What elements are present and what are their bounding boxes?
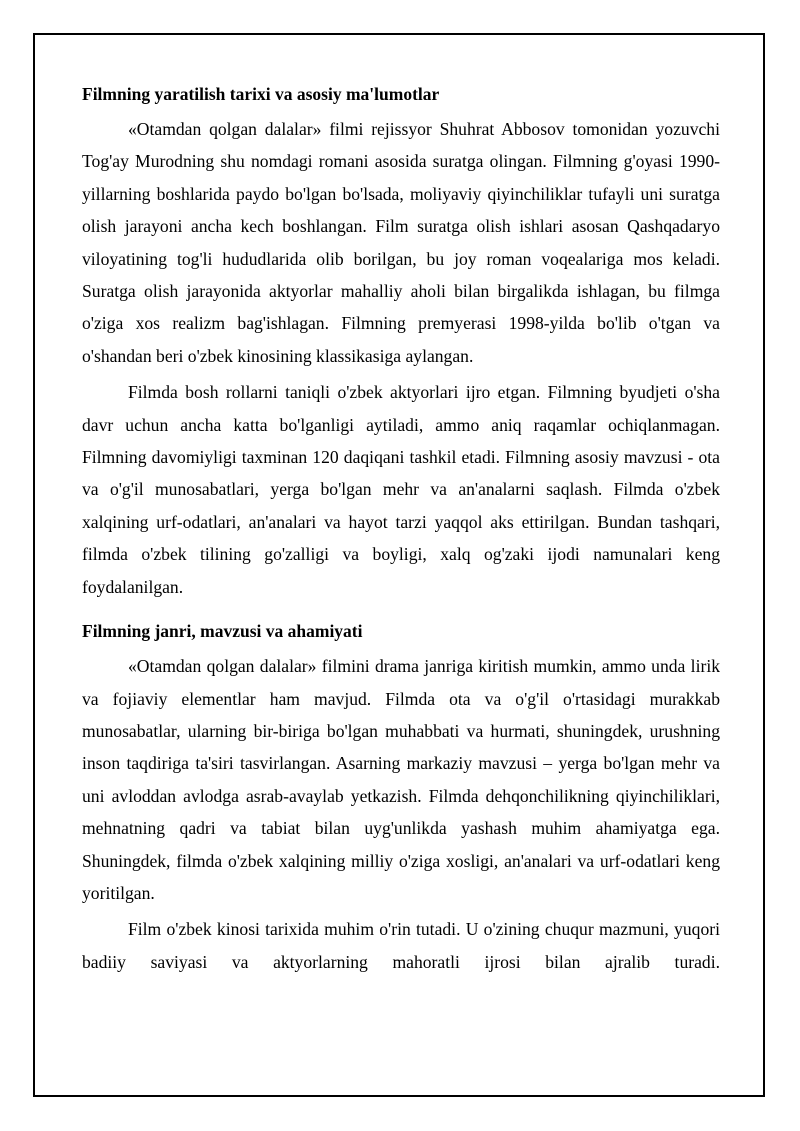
paragraph-genre-1: «Otamdan qolgan dalalar» filmini drama janriga kiritish mumkin, ammo unda lirik va fojiaviy elementlar ham mavjud. Filmda ota va o'g'il o'rtasidagi murakkab munosabatlar, ularning bir-biriga bo'lgan muhabbati va hurmati, shuningdek, urushning inson taqdiriga ta'siri tasvirlangan. Asarning markaziy mavzusi – yerga bo'lgan mehr va uni avloddan avlodga asrab-avaylab yetkazish. Filmda dehqonchilikning qiyinchiliklari, mehnatning qadri va tabiat bilan uyg'unlikda yashash muhim ahamiyatga ega. Shuningdek, filmda o'zbek xalqining milliy o'ziga xosligi, an'analari va urf-odatlari keng yoritilgan. [82,656,720,903]
section-heading-genre: Filmning janri, mavzusi va ahamiyati [82,621,363,642]
paragraph-history-1: «Otamdan qolgan dalalar» filmi rejissyor Shuhrat Abbosov tomonidan yozuvchi Tog'ay Murodning shu nomdagi romani asosida suratga olingan. Filmning g'oyasi 1990-yillarning boshlarida paydo bo'lgan bo'lsada, moliyaviy qiyinchiliklar tufayli uni suratga olish jarayoni ancha kech boshlangan. Film suratga olish ishlari asosan Qashqadaryo viloyatining tog'li hududlarida olib borilgan, bu joy roman voqealariga mos keladi. Suratga olish jarayonida aktyorlar mahalliy aholi bilan birgalikda ishlagan, bu filmga o'ziga xos realizm bag'ishlagan. Filmning premyerasi 1998-yilda bo'lib o'tgan va o'shandan beri o'zbek kinosining klassikasiga aylangan. [82,119,720,366]
document-body [82,83,720,1058]
paragraph-history-2: Filmda bosh rollarni taniqli o'zbek aktyorlari ijro etgan. Filmning byudjeti o'sha davr uchun ancha katta bo'lganligi aytiladi, ammo aniq raqamlar ochiqlanmagan. Filmning davomiyligi taxminan 120 daqiqani tashkil etadi. Filmning asosiy mavzusi - ota va o'g'il munosabatlari, yerga bo'lgan mehr va an'analarni saqlash. Filmda o'zbek xalqining urf-odatlari, an'analari va hayot tarzi yaqqol aks ettirilgan. Bundan tashqari, filmda o'zbek tilining go'zalligi va boyligi, xalq og'zaki ijodi namunalari keng foydalanilgan. [82,382,720,597]
paragraph-genre-2: Film o'zbek kinosi tarixida muhim o'rin tutadi. U o'zining chuqur mazmuni, yuqori badiiy saviyasi va aktyorlarning mahoratli ijrosi bilan ajralib turadi. [82,919,720,972]
section-heading-history: Filmning yaratilish tarixi va asosiy ma'lumotlar [82,84,440,104]
